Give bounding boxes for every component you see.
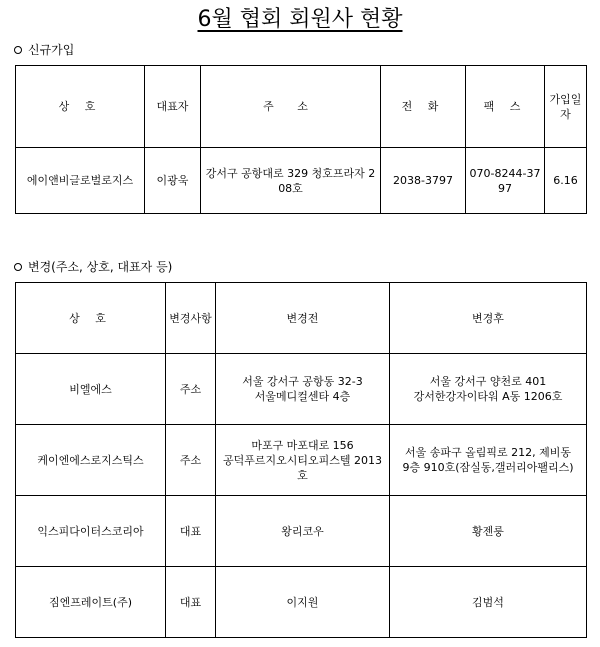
circle-bullet-icon bbox=[14, 263, 22, 271]
cell-phone: 2038-3797 bbox=[381, 148, 466, 214]
cell-company: 에이앤비글로벌로지스 bbox=[16, 148, 145, 214]
cell-company: 짐엔프레이트(주) bbox=[16, 567, 166, 638]
cell-address: 강서구 공항대로 329 청호프라자 208호 bbox=[201, 148, 381, 214]
cell-before: 마포구 마포대로 156 공덕푸르지오시티오피스텔 2013호 bbox=[216, 425, 390, 496]
cell-before: 서울 강서구 공항동 32-3 서울메디컬센타 4층 bbox=[216, 354, 390, 425]
cell-before: 이지원 bbox=[216, 567, 390, 638]
cell-after: 서울 강서구 양천로 401 강서한강자이타워 A동 1206호 bbox=[390, 354, 587, 425]
table-row bbox=[16, 425, 587, 496]
header-before: 변경전 bbox=[216, 283, 390, 354]
table-header-row bbox=[16, 66, 587, 148]
cell-after: 김범석 bbox=[390, 567, 587, 638]
cell-ceo: 이광욱 bbox=[145, 148, 201, 214]
circle-bullet-icon bbox=[14, 46, 22, 54]
section-new-members-label: 신규가입 bbox=[28, 43, 75, 57]
cell-item: 대표 bbox=[166, 567, 216, 638]
table-row bbox=[16, 148, 587, 214]
header-date: 가입일자 bbox=[545, 66, 587, 148]
table-header-row bbox=[16, 283, 587, 354]
header-item: 변경사항 bbox=[166, 283, 216, 354]
header-fax: 팩 스 bbox=[466, 66, 545, 148]
header-ceo: 대표자 bbox=[145, 66, 201, 148]
cell-after: 황젠룽 bbox=[390, 496, 587, 567]
cell-after: 서울 송파구 올림픽로 212, 제비동 9층 910호(잠실동,갤러리아팰리스) bbox=[390, 425, 587, 496]
cell-date: 6.16 bbox=[545, 148, 587, 214]
table-row bbox=[16, 567, 587, 638]
cell-before: 왕리코우 bbox=[216, 496, 390, 567]
cell-fax: 070-8244-3797 bbox=[466, 148, 545, 214]
section-new-members-heading bbox=[14, 43, 74, 57]
header-company: 상 호 bbox=[16, 66, 145, 148]
header-address: 주 소 bbox=[201, 66, 381, 148]
cell-item: 주소 bbox=[166, 425, 216, 496]
header-phone: 전 화 bbox=[381, 66, 466, 148]
page-title-text: 6월 협회 회원사 현황 bbox=[197, 7, 403, 32]
table-row bbox=[16, 354, 587, 425]
cell-item: 주소 bbox=[166, 354, 216, 425]
section-changes-heading bbox=[14, 260, 172, 274]
cell-company: 익스피다이터스코리아 bbox=[16, 496, 166, 567]
cell-company: 케이엔에스로지스틱스 bbox=[16, 425, 166, 496]
cell-company: 비엘에스 bbox=[16, 354, 166, 425]
cell-item: 대표 bbox=[166, 496, 216, 567]
new-members-table bbox=[15, 65, 587, 214]
header-company: 상 호 bbox=[16, 283, 166, 354]
table-row bbox=[16, 496, 587, 567]
changes-table bbox=[15, 282, 587, 638]
section-changes-label: 변경(주소, 상호, 대표자 등) bbox=[28, 260, 173, 274]
page-title bbox=[0, 6, 600, 34]
header-after: 변경후 bbox=[390, 283, 587, 354]
